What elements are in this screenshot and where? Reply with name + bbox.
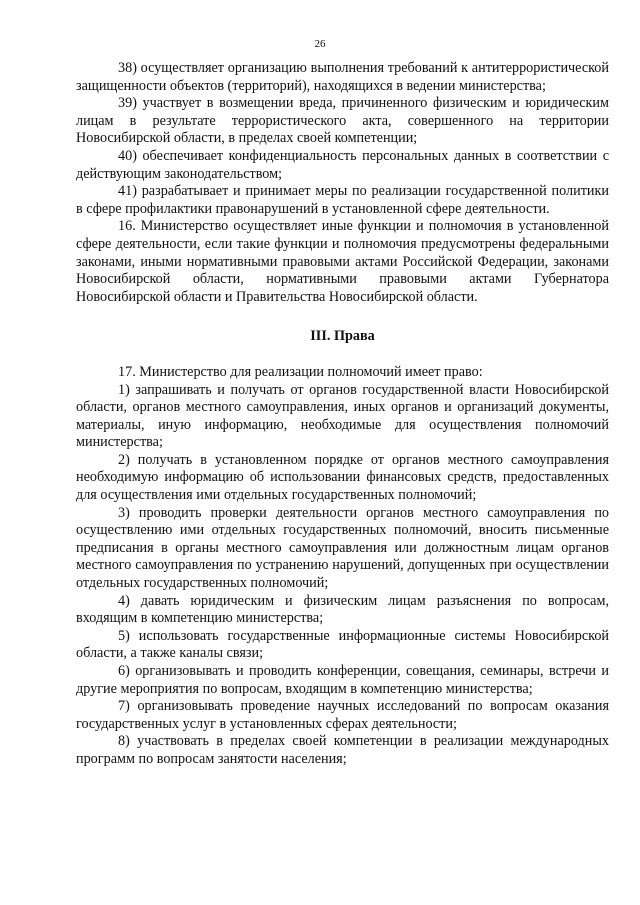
right-2: 2) получать в установленном порядке от органов местного самоуправления необходимую информацию об использовании финансовых средств, предоставленных для осуществления ими отдельных государственных полномочий; bbox=[76, 451, 609, 504]
clause-17: 17. Министерство для реализации полномочий имеет право: bbox=[118, 363, 483, 380]
item-40: 40) обеспечивает конфиденциальность персональных данных в соответствии с действующим законодательством; bbox=[76, 147, 609, 182]
page-number: 26 bbox=[314, 38, 326, 50]
clause-16: 16. Министерство осуществляет иные функции и полномочия в установленной сфере деятельности, если такие функции и полномочия предусмотрены федеральными законами, иными нормативными правовыми актами Российской Федерации, законами Новосибирской области, нормативными правовыми актами Губернатора Новосибирской области и Правительства Новосибирской области. bbox=[76, 218, 609, 305]
item-41: 41) разрабатывает и принимает меры по реализации государственной политики в сфере профилактики правонарушений в установленной сфере деятельности. bbox=[76, 183, 609, 217]
document-body bbox=[76, 60, 609, 769]
right-6: 6) организовывать и проводить конференции, совещания, семинары, встречи и другие мероприятия по вопросам, входящим в компетенцию министерства; bbox=[76, 663, 609, 697]
right-8: 8) участвовать в пределах своей компетенции в реализации международных программ по вопросам занятости населения; bbox=[76, 733, 609, 767]
right-5: 5) использовать государственные информационные системы Новосибирской области, а также каналы связи; bbox=[76, 627, 609, 662]
right-4: 4) давать юридическим и физическим лицам разъяснения по вопросам, входящим в компетенцию министерства; bbox=[76, 592, 609, 627]
item-39: 39) участвует в возмещении вреда, причиненного физическим и юридическим лицам в результате террористического акта, совершенного на территории Новосибирской области, в пределах своей компетенции; bbox=[76, 95, 609, 147]
section-heading: III. Права bbox=[310, 328, 375, 345]
right-7: 7) организовывать проведение научных исследований по вопросам оказания государственных услуг в установленных сферах деятельности; bbox=[76, 698, 609, 732]
item-38: 38) осуществляет организацию выполнения требований к антитеррористической защищенности объектов (территорий), находящихся в ведении министерства; bbox=[76, 60, 609, 94]
right-1: 1) запрашивать и получать от органов государственной власти Новосибирской области, органов местного самоуправления, иных органов и организаций документы, материалы, иную информацию, необходимые для осуществления полномочий министерства; bbox=[76, 381, 609, 451]
right-3: 3) проводить проверки деятельности органов местного самоуправления по осуществлению ими отдельных государственных полномочий, вносить письменные предписания в органы местного самоуправления или должностным лицам органов местного самоуправления по устранению нарушений, допущенных при осуществлении отдельных государственных полномочий; bbox=[76, 504, 609, 592]
